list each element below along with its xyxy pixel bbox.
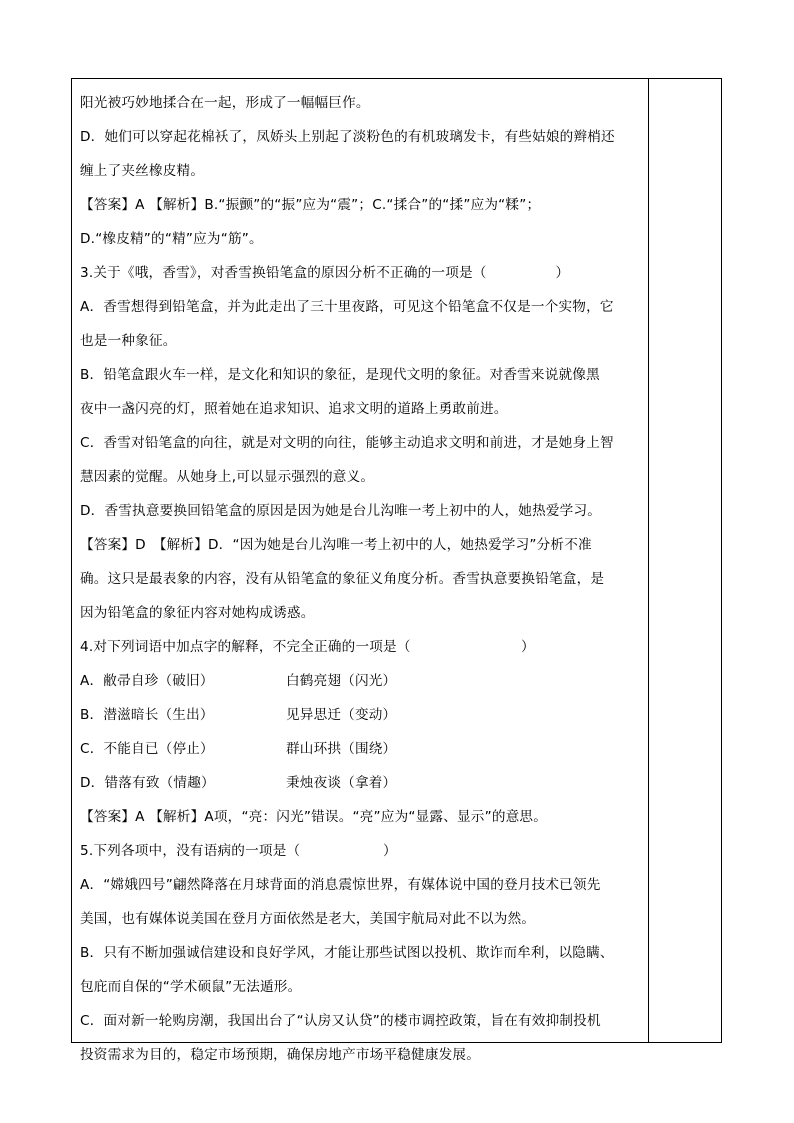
option-row xyxy=(80,664,642,698)
text-line: 夜中一盏闪亮的灯，照着她在追求知识、追求文明的道路上勇敢前进。 xyxy=(80,401,508,417)
text-line: B．只有不断加强诚信建设和良好学风，才能让那些试图以投机、欺诈而牟利，以隐瞒、 xyxy=(80,945,614,961)
text-line: D．她们可以穿起花棉袄了，凤娇头上别起了淡粉色的有机玻璃发卡，有些姑娘的辫梢还 xyxy=(80,129,615,145)
option-left: C．不能自已（停止） xyxy=(80,741,214,757)
answer-line: 【答案】A 【解析】A项，“亮：闪光”错误。“亮”应为“显露、显示”的意思。 xyxy=(80,809,547,825)
option-left: A．敝帚自珍（破旧） xyxy=(80,673,214,689)
option-row xyxy=(80,732,642,766)
answer-line: 【答案】D 【解析】D．“因为她是台儿沟唯一考上初中的人，她热爱学习”分析不准 xyxy=(80,537,592,553)
option-right: 白鹤亮翅（闪光） xyxy=(286,673,397,689)
question-4: 4.对下列词语中加点字的解释，不完全正确的一项是（ ） xyxy=(80,639,535,655)
option-left: D．错落有致（情趣） xyxy=(80,775,215,791)
text-line: B．铅笔盒跟火车一样，是文化和知识的象征，是现代文明的象征。对香雪来说就像黑 xyxy=(80,367,600,383)
text-line: 投资需求为目的，稳定市场预期，确保房地产市场平稳健康发展。 xyxy=(80,1047,481,1063)
text-line: 慧因素的觉醒。从她身上,可以显示强烈的意义。 xyxy=(80,469,375,485)
text-line: 阳光被巧妙地揉合在一起，形成了一幅幅巨作。 xyxy=(80,95,370,111)
text-line: D．香雪执意要换回铅笔盒的原因是因为她是台儿沟唯一考上初中的人，她热爱学习。 xyxy=(80,503,602,519)
text-line: A．香雪想得到铅笔盒，并为此走出了三十里夜路，可见这个铅笔盒不仅是一个实物，它 xyxy=(80,299,614,315)
option-left: B．潜滋暗长（生出） xyxy=(80,707,214,723)
text-line: 确。这只是最表象的内容，没有从铅笔盒的象征义角度分析。香雪执意要换铅笔盒，是 xyxy=(80,571,605,587)
option-right: 见异思迁（变动） xyxy=(286,707,397,723)
question-5: 5.下列各项中，没有语病的一项是（ ） xyxy=(80,843,397,859)
text-line: 因为铅笔盒的象征内容对她构成诱惑。 xyxy=(80,605,315,621)
answer-line: 【答案】A 【解析】B.“振颤”的“振”应为“震”；C.“揉合”的“揉”应为“糅”； xyxy=(80,197,541,213)
option-row xyxy=(80,766,642,800)
text-line: D.“橡皮精”的“精”应为“筋”。 xyxy=(80,231,263,247)
question-3: 3.关于《哦，香雪》，对香雪换铅笔盒的原因分析不正确的一项是（ ） xyxy=(80,265,570,281)
text-line: A．“嫦娥四号”翩然降落在月球背面的消息震惊世界，有媒体说中国的登月技术已领先 xyxy=(80,877,601,893)
option-right: 秉烛夜谈（拿着） xyxy=(286,775,397,791)
text-line: 包庇而自保的“学术硕鼠”无法遁形。 xyxy=(80,979,302,995)
option-right: 群山环拱（围绕） xyxy=(286,741,397,757)
text-line: 缠上了夹丝橡皮精。 xyxy=(80,163,205,179)
option-row xyxy=(80,698,642,732)
document-content xyxy=(80,86,642,1072)
text-line: C．香雪对铅笔盒的向往，就是对文明的向往，能够主动追求文明和前进，才是她身上智 xyxy=(80,435,614,451)
column-divider xyxy=(648,78,649,1043)
text-line: 也是一种象征。 xyxy=(80,333,177,349)
text-line: 美国，也有媒体说美国在登月方面依然是老大，美国宇航局对此不以为然。 xyxy=(80,911,536,927)
text-line: C．面对新一轮购房潮，我国出台了“认房又认贷”的楼市调控政策，旨在有效抑制投机 xyxy=(80,1013,601,1029)
